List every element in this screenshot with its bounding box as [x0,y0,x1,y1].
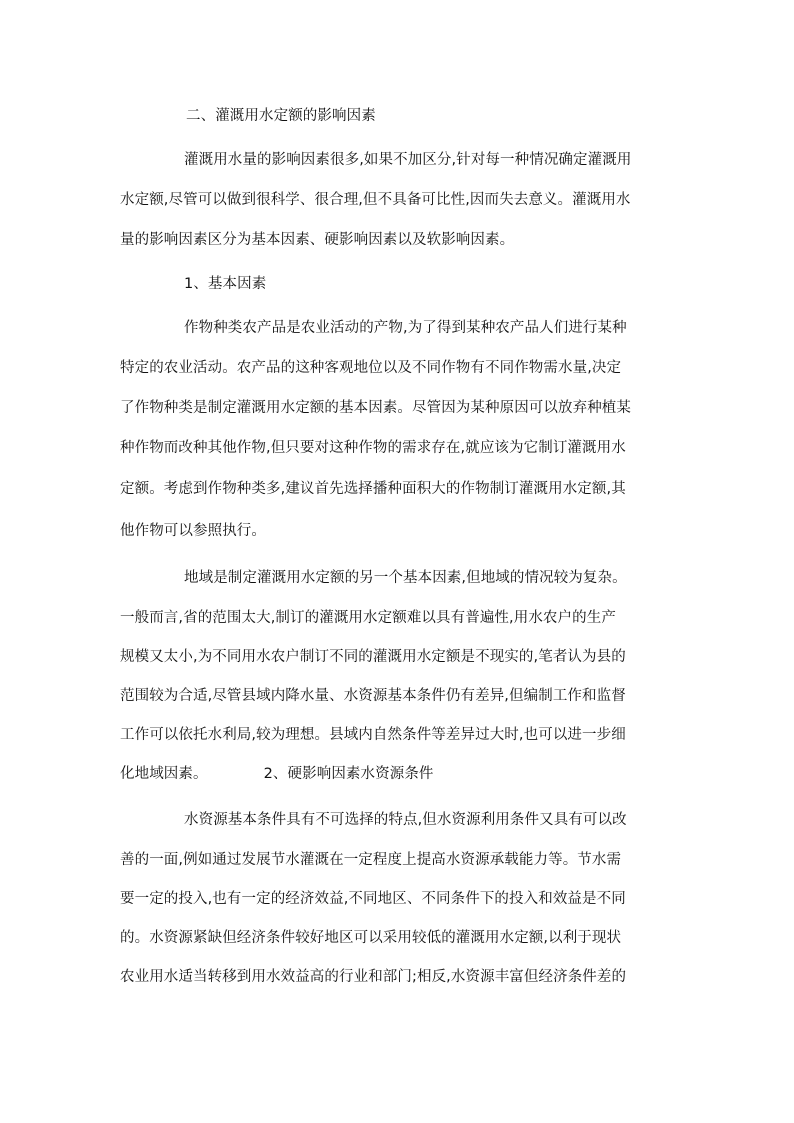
paragraph-2-line-2: 特定的农业活动。农产品的这种客观地位以及不同作物有不同作物需水量,决定 [120,360,622,376]
paragraph-3-line-1: 地域是制定灌溉用水定额的另一个基本因素,但地域的情况较为复杂。 [184,570,627,586]
paragraph-3-line-4: 范围较为合适,尽管县域内降水量、水资源基本条件仍有差异,但编制工作和监督 [120,688,626,704]
section-title: 二、灌溉用水定额的影响因素 [186,108,376,124]
paragraph-4-line-2: 善的一面,例如通过发展节水灌溉在一定程度上提高水资源承载能力等。节水需 [120,852,622,868]
paragraph-3-line-6-text: 化地域因素。 [120,766,208,782]
paragraph-1-line-1: 灌溉用水量的影响因素很多,如果不加区分,针对每一种情况确定灌溉用 [184,152,632,168]
paragraph-2-line-4: 种作物而改种其他作物,但只要对这种作物的需求存在,就应该为它制订灌溉用水 [120,440,626,456]
paragraph-4-line-1: 水资源基本条件具有不可选择的特点,但水资源利用条件又具有可以改 [184,812,627,828]
paragraph-3-line-2: 一般而言,省的范围太大,制订的灌溉用水定额难以具有普遍性,用水农户的生产 [120,610,616,626]
paragraph-3-line-5: 工作可以依托水利局,较为理想。县域内自然条件等差异过大时,也可以进一步细 [120,727,626,743]
subheading-hard-factors: 2、硬影响因素水资源条件 [263,766,434,782]
paragraph-2-line-3: 了作物种类是制定灌溉用水定额的基本因素。尽管因为某种原因可以放弃种植某 [120,400,631,416]
subheading-basic-factors: 1、基本因素 [184,276,267,292]
paragraph-3-line-6 [120,764,680,784]
paragraph-3-line-3: 规模又太小,为不同用水农户制订不同的灌溉用水定额是不现实的,笔者认为县的 [120,649,626,665]
paragraph-2-line-6: 他作物可以参照执行。 [120,523,266,539]
paragraph-2-line-1: 作物种类农产品是农业活动的产物,为了得到某种农产品人们进行某种 [184,320,627,336]
paragraph-1-line-2: 水定额,尽管可以做到很科学、很合理,但不具备可比性,因而失去意义。灌溉用水 [120,192,631,208]
paragraph-2-line-5: 定额。考虑到作物种类多,建议首先选择播种面积大的作物制订灌溉用水定额,其 [120,481,626,497]
paragraph-4-line-3: 要一定的投入,也有一定的经济效益,不同地区、不同条件下的投入和效益是不同 [120,891,626,907]
paragraph-4-line-5: 农业用水适当转移到用水效益高的行业和部门;相反,水资源丰富但经济条件差的 [120,969,627,985]
paragraph-1-line-3: 量的影响因素区分为基本因素、硬影响因素以及软影响因素。 [120,232,515,248]
paragraph-4-line-4: 的。水资源紧缺但经济条件较好地区可以采用较低的灌溉用水定额,以利于现状 [120,930,622,946]
